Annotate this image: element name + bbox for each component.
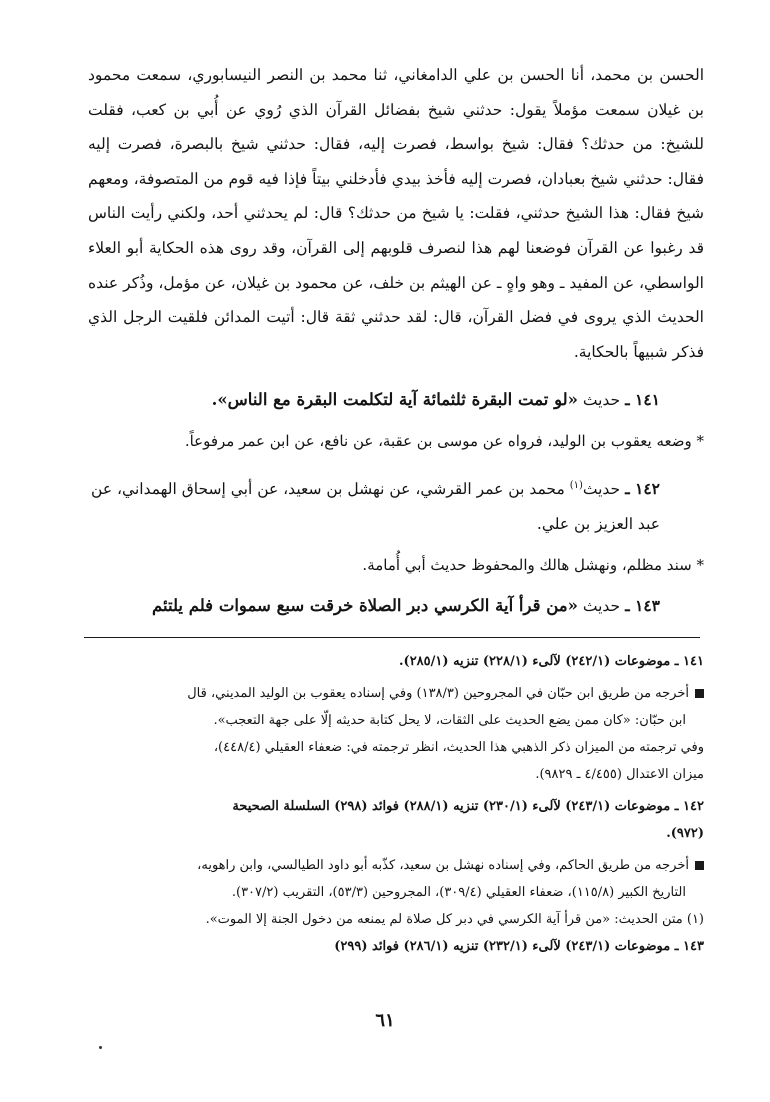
footnote-divider bbox=[84, 637, 700, 638]
main-text bbox=[88, 58, 704, 623]
square-bullet-icon bbox=[695, 861, 704, 870]
hadith-prefix: حديث bbox=[582, 596, 621, 615]
footnote-141-source-cont: ابن حبّان: «كان ممن يضع الحديث على الثقات، لا يحل كتابة حديثه إلّا على جهة التعجب». bbox=[213, 713, 686, 728]
hadith-143-heading bbox=[88, 589, 704, 623]
scan-speck bbox=[99, 1046, 102, 1049]
hadith-number: ١٤٣ ـ bbox=[625, 595, 660, 615]
footnote-marker: (١) bbox=[569, 480, 583, 492]
footnote-142-source-cont: التاريخ الكبير (١١٥/٨)، ضعفاء العقيلي (٣٠٩/٤)، المجروحين (٥٣/٣)، التقريب (٣٠٧/٢). bbox=[231, 885, 686, 900]
footnote-141-bio: وفي ترجمته من الميزان ذكر الذهبي هذا الحديث، انظر ترجمته في: ضعفاء العقيلي (٤٤٨/٤)، bbox=[213, 740, 704, 755]
hadith-isnad: محمد بن عمر القرشي، عن نهشل بن سعيد، عن أبي إسحاق الهمداني، عن عبد العزيز بن علي. bbox=[91, 480, 660, 533]
footnote-142-refs: ١٤٢ ـ موضوعات (٢٤٣/١) لآلىء (٢٣٠/١) تنزيه (٢٨٨/١) فوائد (٢٩٨) السلسلة الصحيحة bbox=[232, 799, 704, 814]
footnote-141-bio-cont: ميزان الاعتدال (٤/٤٥٥ ـ ٩٨٢٩). bbox=[535, 767, 704, 782]
page-number: ٦١ bbox=[375, 1010, 395, 1031]
footnote-141-source bbox=[96, 680, 704, 707]
hadith-141-heading bbox=[88, 383, 704, 417]
footnotes bbox=[96, 648, 704, 960]
footnote-143-refs: ١٤٣ ـ موضوعات (٢٤٣/١) لآلىء (٢٣٢/١) تنزيه (٢٨٦/١) فوائد (٢٩٩) bbox=[334, 939, 704, 954]
footnote-141-refs: ١٤١ ـ موضوعات (٢٤٢/١) لآلىء (٢٢٨/١) تنزيه (٢٨٥/١). bbox=[399, 654, 704, 669]
hadith-matn: «من قرأ آية الكرسي دبر الصلاة خرقت سبع سموات فلم يلتئم bbox=[152, 595, 578, 615]
narration-paragraph: الحسن بن محمد، أنا الحسن بن علي الدامغاني، ثنا محمد بن النصر النيسابوري، سمعت محمود بن غيلان سمعت مؤملاً يقول: حدثني شيخ بفضائل القرآن الذي رُوي عن أُبي بن كعب، فقلت للشيخ: من حدثك؟ فقال: شيخ بواسط، فصرت إليه، فقال: حدثني شيخ بالبصرة، فصرت إليه فقال: حدثني شيخ بعبادان، فصرت إليه فأخذ بيدي فأدخلني بيتاً فإذا فيه قوم من المتصوفة، ومعهم شيخ فقال: هذا الشيخ حدثني، فقلت: يا شيخ من حدثك؟ قال: لم يحدثني أحد، ولكني رأيت الناس قد رغبوا عن القرآن فوضعنا لهم هذا لنصرف قلوبهم إلى القرآن، وقد روى هذه الحكاية أبو العلاء الواسطي، عن المفيد ـ وهو واهٍ ـ عن الهيثم بن خلف، عن محمود بن غيلان، عن مؤمل، وذُكر عنده الحديث الذي يروى في فضل القرآن، قال: لقد حدثني ثقة قال: أتيت المدائن فلقيت الرجل الذي فذكر شبيهاً بالحكاية. bbox=[88, 66, 704, 361]
footnote-1-matn: (١) متن الحديث: «من قرأ آية الكرسي في دبر كل صلاة لم يمنعه من دخول الجنة إلا الموت». bbox=[205, 912, 704, 927]
footnote-142-source bbox=[96, 852, 704, 879]
hadith-prefix: حديث bbox=[582, 480, 621, 499]
hadith-prefix: حديث bbox=[582, 391, 621, 410]
hadith-matn: «لو تمت البقرة ثلثمائة آية لتكلمت البقرة مع الناس». bbox=[211, 390, 578, 410]
hadith-142-note: * سند مظلم، ونهشل هالك والمحفوظ حديث أبي أُمامة. bbox=[362, 555, 704, 574]
hadith-number: ١٤٢ ـ bbox=[625, 479, 660, 499]
hadith-141-note: * وضعه يعقوب بن الوليد، فرواه عن موسى بن عقبة، عن نافع، عن ابن عمر مرفوعاً. bbox=[184, 432, 704, 451]
footnote-text: أخرجه من طريق الحاكم، وفي إسناده نهشل بن سعيد، كذّبه أبو داود الطيالسي، وابن راهويه، bbox=[197, 858, 689, 873]
footnote-text: أخرجه من طريق ابن حبّان في المجروحين (١٣٨/٣) وفي إسناده يعقوب بن الوليد المديني، قال bbox=[187, 686, 689, 701]
hadith-number: ١٤١ ـ bbox=[625, 390, 660, 410]
footnote-142-refs-cont: (٩٧٢). bbox=[666, 826, 704, 841]
hadith-142-heading bbox=[88, 469, 704, 540]
square-bullet-icon bbox=[695, 689, 704, 698]
